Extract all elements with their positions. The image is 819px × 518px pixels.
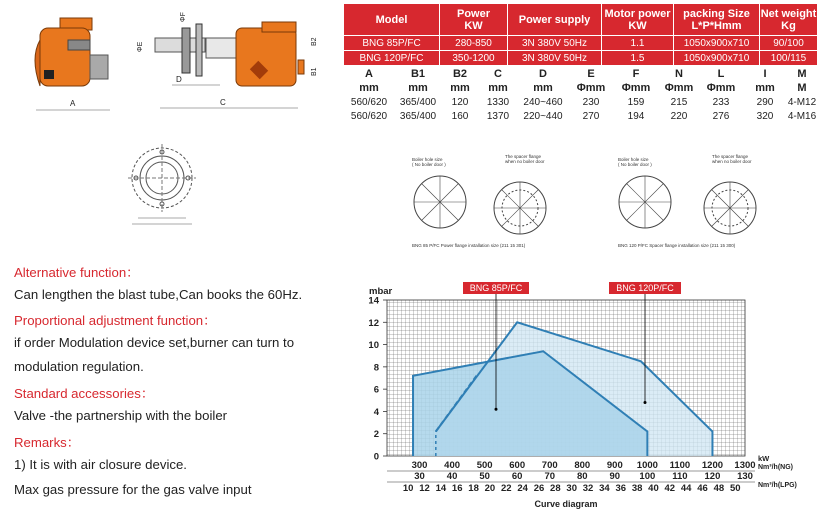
remarks-heading: Remarks：	[14, 435, 80, 450]
dim-cell: 240~460	[523, 96, 563, 108]
x-tick-lpg: 28	[550, 483, 561, 494]
x-tick-ng: 130	[737, 471, 753, 482]
x-tick-kw: 500	[476, 460, 493, 471]
dim-header-cell: L	[717, 68, 725, 80]
dim-phie-label: ΦE	[137, 41, 144, 52]
flange-120-right	[704, 182, 756, 234]
x-tick-ng: 120	[704, 471, 721, 482]
y-tick-label: 0	[373, 451, 379, 463]
alt-function-heading: Alternative function：	[14, 265, 140, 280]
alt-function-text: Can lengthen the blast tube,Can books the 60Hz.	[14, 287, 303, 302]
dim-unit-cell: M	[797, 82, 807, 94]
y-tick-label: 8	[373, 362, 379, 374]
dim-cell: 220	[670, 110, 688, 122]
x-tick-lpg: 40	[648, 483, 659, 494]
y-tick-label: 12	[368, 317, 379, 329]
x-tick-ng: 110	[672, 471, 688, 482]
spec-cell: 100/115	[760, 51, 818, 66]
x-unit-kw: kW	[758, 454, 770, 463]
x-tick-ng: 30	[414, 471, 425, 482]
spec-cell: BNG 120P/FC	[344, 51, 440, 66]
spec-header-row	[344, 4, 818, 36]
dim-header-cell: B2	[452, 68, 468, 80]
legend-85-label: BNG 85P/FC	[469, 283, 523, 293]
x-tick-lpg: 34	[599, 483, 610, 494]
y-tick-label: 10	[368, 340, 379, 352]
x-tick-lpg: 20	[484, 483, 496, 494]
dim-unit-cell: Φmm	[664, 82, 694, 94]
dim-header-cell: C	[494, 68, 502, 80]
dim-cell: 4-M12	[787, 96, 817, 108]
spec-cell: BNG 85P/FC	[344, 36, 440, 51]
dim-cell: 365/400	[399, 110, 437, 122]
flange-120-left	[619, 176, 671, 228]
flange-120-right-label: The spacer flange when no boiler door	[712, 154, 752, 164]
flange-front-drawing	[118, 130, 208, 230]
x-tick-kw: 800	[574, 460, 591, 471]
dim-header-cell: B1	[410, 68, 426, 80]
chart-title: Curve diagram	[534, 499, 598, 509]
x-tick-lpg: 14	[435, 483, 447, 494]
x-tick-kw: 1000	[636, 460, 658, 471]
dim-cell: 220~440	[523, 110, 563, 122]
dim-header-cell: D	[539, 68, 547, 80]
dim-unit-cell: mm	[533, 82, 553, 94]
spec-cell: 90/100	[760, 36, 818, 51]
dim-cell: 4-M16	[787, 110, 817, 122]
x-label-lpg: Nm³/h(LPG)	[758, 482, 797, 489]
x-tick-lpg: 22	[500, 483, 512, 494]
y-tick-label: 2	[373, 429, 379, 441]
dim-cell: 560/620	[350, 110, 388, 122]
dim-header-cell: I	[763, 68, 767, 80]
y-tick-label: 6	[373, 384, 379, 396]
spec-header-cell: Net weight Kg	[760, 4, 818, 36]
x-tick-lpg: 38	[631, 483, 643, 494]
x-tick-kw: 300	[411, 460, 428, 471]
flange-85-right-label: The spacer flange when no boiler door	[505, 154, 545, 164]
x-tick-lpg: 12	[419, 483, 430, 494]
dim-cell: 1370	[486, 110, 510, 122]
dim-cell: 270	[582, 110, 600, 122]
flange-85-left	[414, 176, 466, 228]
x-tick-lpg: 30	[566, 483, 577, 494]
standard-accessories-heading: Standard accessories：	[14, 386, 155, 401]
burner-small-view	[35, 18, 108, 86]
x-tick-lpg: 26	[533, 483, 545, 494]
x-tick-lpg: 16	[451, 483, 463, 494]
burner-side-drawing	[0, 0, 320, 130]
spec-cell: 350-1200	[440, 51, 508, 66]
x-tick-lpg: 44	[680, 483, 692, 494]
x-tick-kw: 900	[606, 460, 623, 471]
dim-cell: 120	[451, 96, 469, 108]
x-tick-kw: 1200	[701, 460, 724, 471]
spec-header-cell: Motor power KW	[602, 4, 674, 36]
dim-cell: 560/620	[350, 96, 388, 108]
legend-120-label: BNG 120P/FC	[616, 283, 674, 293]
x-tick-lpg: 18	[468, 483, 479, 494]
remarks-text-1: 1) It is with air closure device.	[14, 457, 187, 472]
x-tick-lpg: 46	[697, 483, 708, 494]
x-tick-lpg: 50	[729, 483, 741, 494]
dim-cell: 290	[756, 96, 774, 108]
spec-cell: 1.5	[602, 51, 674, 66]
dim-c-label: C	[220, 98, 226, 107]
dim-cell: 1330	[486, 96, 510, 108]
x-label-ng: Nm³/h(NG)	[758, 464, 793, 471]
flange-installation-drawings	[408, 150, 818, 250]
dim-b1-label: B1	[311, 67, 318, 76]
x-tick-kw: 700	[541, 460, 558, 471]
dim-cell: 160	[451, 110, 469, 122]
spec-header-cell: Power supply	[508, 4, 602, 36]
dim-unit-cell: mm	[755, 82, 775, 94]
spec-header-cell: packing Size L*P*Hmm	[674, 4, 760, 36]
standard-accessories-text: Valve -the partnership with the boiler	[14, 408, 228, 423]
dim-row	[343, 95, 817, 109]
dimension-table	[343, 67, 817, 123]
dim-unit-cell: mm	[488, 82, 508, 94]
x-tick-kw: 400	[444, 460, 461, 471]
x-tick-ng: 60	[511, 471, 523, 482]
dim-unit-cell: Φmm	[706, 82, 736, 94]
legend-85-dot	[495, 408, 498, 411]
x-tick-ng: 70	[544, 471, 556, 482]
flange-85-right	[494, 182, 546, 234]
x-tick-ng: 50	[479, 471, 490, 482]
remarks-text-2: Max gas pressure for the gas valve input	[14, 482, 252, 497]
dim-cell: 194	[627, 110, 645, 122]
dim-unit-row	[343, 81, 817, 95]
dim-header-row	[343, 67, 817, 81]
dim-unit-cell: Φmm	[621, 82, 651, 94]
x-tick-lpg: 48	[713, 483, 725, 494]
dim-unit-cell: Φmm	[576, 82, 606, 94]
x-tick-lpg: 24	[517, 483, 528, 494]
dim-header-cell: F	[632, 68, 640, 80]
dim-header-cell: E	[587, 68, 595, 80]
x-tick-lpg: 42	[664, 483, 676, 494]
proportional-heading: Proportional adjustment function：	[14, 313, 217, 328]
flange-85-caption: BNG 85 P/FC Power flange installation size (211 15 301)	[412, 243, 526, 248]
dim-phif-label: ΦF	[180, 12, 187, 22]
dim-cell: 365/400	[399, 96, 437, 108]
x-tick-kw: 1300	[734, 460, 756, 471]
x-tick-lpg: 10	[402, 483, 414, 494]
spec-cell: 1050x900x710	[674, 51, 760, 66]
y-axis-label: mbar	[369, 286, 393, 297]
x-tick-ng: 100	[639, 471, 656, 482]
curve-diagram	[345, 278, 819, 518]
dim-cell: 233	[712, 96, 730, 108]
proportional-text-1: if order Modulation device set,burner can turn to	[14, 335, 295, 350]
dim-a-label: A	[70, 99, 76, 108]
spec-cell: 3N 380V 50Hz	[508, 51, 602, 66]
dim-cell: 276	[712, 110, 730, 122]
dim-cell: 215	[670, 96, 688, 108]
flange-120-left-label: Boiler hole size ( No boiler door )	[618, 157, 652, 167]
x-tick-lpg: 36	[615, 483, 627, 494]
spec-cell: 280-850	[440, 36, 508, 51]
spec-cell: 1.1	[602, 36, 674, 51]
x-tick-ng: 40	[446, 471, 458, 482]
spec-header-cell: Model	[344, 4, 440, 36]
x-tick-lpg: 32	[582, 483, 594, 494]
dim-row	[343, 109, 817, 123]
dim-cell: 230	[582, 96, 600, 108]
dim-unit-cell: mm	[408, 82, 428, 94]
spec-table	[343, 3, 818, 66]
spec-row	[344, 51, 818, 66]
x-tick-ng: 80	[576, 471, 588, 482]
dim-d-label: D	[176, 75, 182, 84]
dim-header-cell: M	[797, 68, 807, 80]
y-tick-label: 14	[368, 295, 379, 307]
x-tick-ng: 90	[609, 471, 621, 482]
x-tick-kw: 600	[509, 460, 526, 471]
spec-cell: 3N 380V 50Hz	[508, 36, 602, 51]
y-tick-label: 4	[373, 406, 379, 418]
x-tick-kw: 1100	[669, 460, 691, 471]
spec-row	[344, 36, 818, 51]
dim-unit-cell: mm	[359, 82, 379, 94]
dim-cell: 159	[627, 96, 645, 108]
spec-header-cell: Power KW	[440, 4, 508, 36]
dim-header-cell: A	[365, 68, 373, 80]
flange-85-left-label: Boiler hole size ( No boiler door )	[412, 157, 446, 167]
legend-120-dot	[644, 401, 647, 404]
dim-cell: 320	[756, 110, 774, 122]
dim-b2-label: B2	[311, 37, 318, 46]
dim-unit-cell: mm	[450, 82, 470, 94]
spec-cell: 1050x900x710	[674, 36, 760, 51]
proportional-text-2: modulation regulation.	[14, 359, 144, 374]
dim-header-cell: N	[675, 68, 683, 80]
flange-120-caption: BNG 120 P/FC Spacer flange installation size (211 15 300)	[618, 243, 736, 248]
